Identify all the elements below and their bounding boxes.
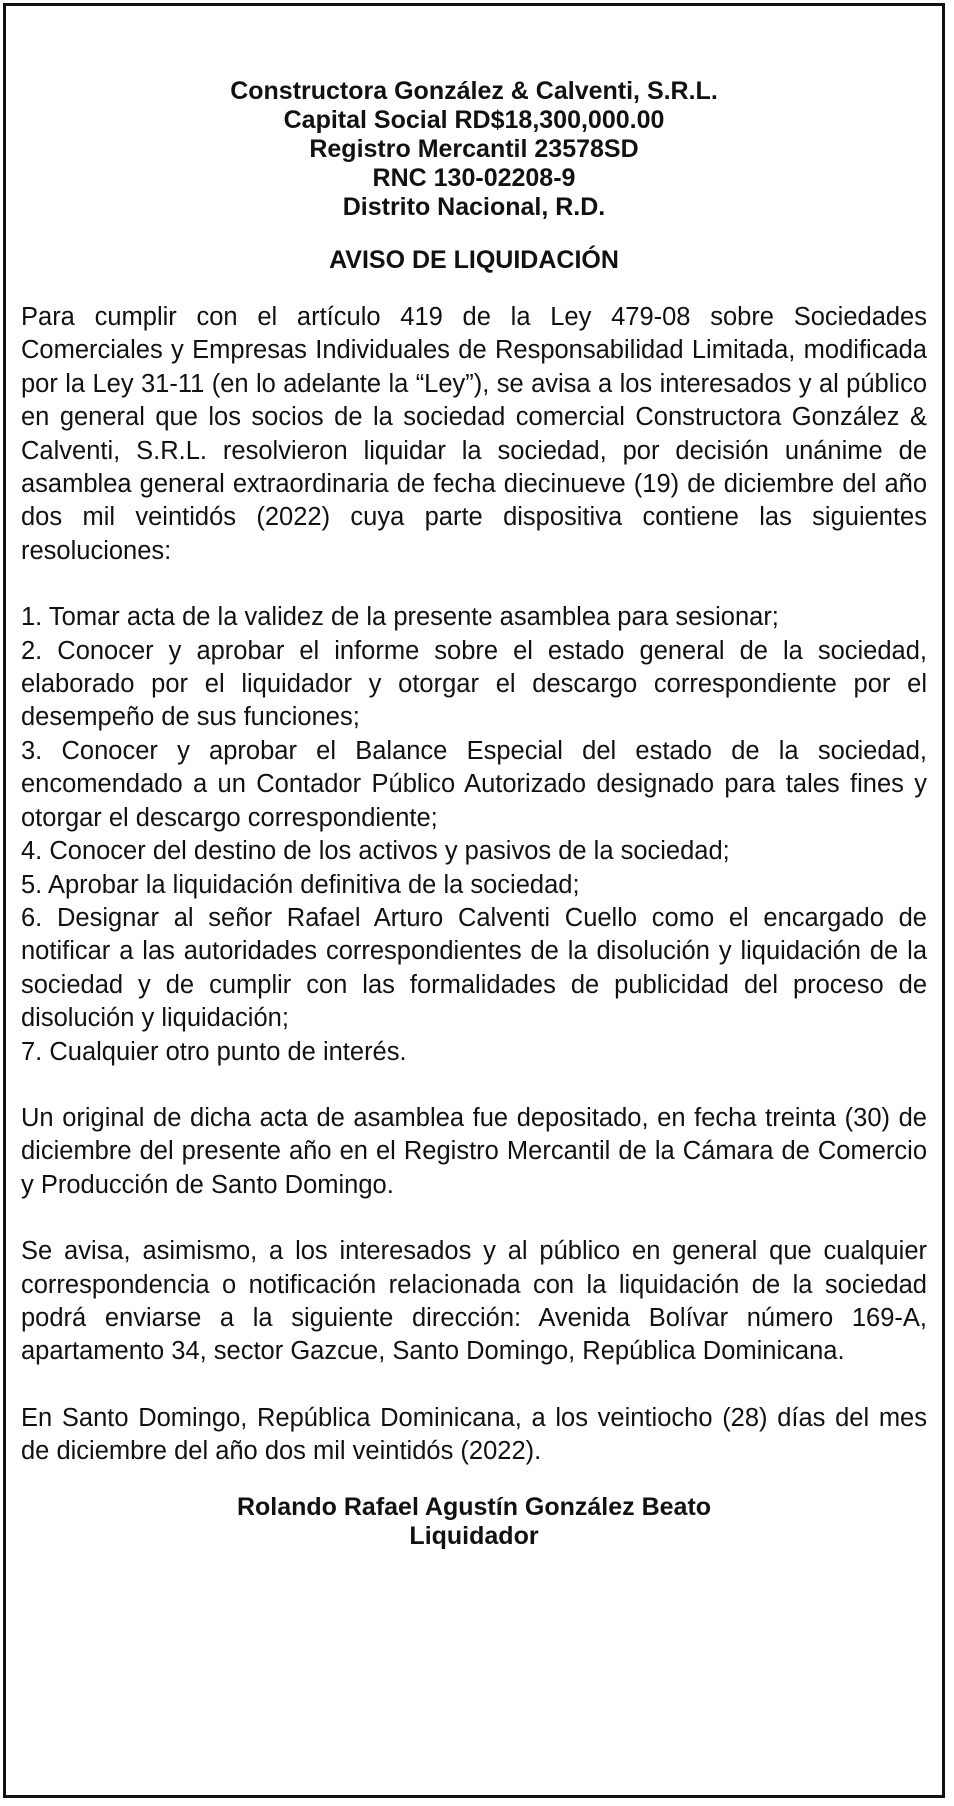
resolutions-list xyxy=(21,601,927,1069)
district: Distrito Nacional, R.D. xyxy=(342,193,606,221)
company-name: Constructora González & Calventi, S.R.L. xyxy=(230,77,718,105)
mercantile-registry: Registro Mercantil 23578SD xyxy=(309,135,639,163)
resolution-item: 5. Aprobar la liquidación definitiva de la sociedad; xyxy=(21,870,580,899)
resolution-item: 7. Cualquier otro punto de interés. xyxy=(21,1037,407,1066)
resolution-item: 1. Tomar acta de la validez de la presente asamblea para sesionar; xyxy=(21,603,779,632)
intro-paragraph: Para cumplir con el artículo 419 de la Ley 479-08 sobre Sociedades Comerciales y Empresas Individuales de Responsabilidad Limitada, modificada por la Ley 31-11 (en lo adelante la “Ley”), se avisa a los interesados y al público en general que los socios de la sociedad comercial Constructora González & Calventi, S.R.L. resolvieron liquidar la sociedad, por decisión unánime de asamblea general extraordinaria de fecha diecinueve (19) de diciembre del año dos mil veintidós (2022) cuya parte dispositiva contiene las siguientes resoluciones: xyxy=(21,303,927,565)
signature-block xyxy=(21,1493,927,1551)
resolution-item: 4. Conocer del destino de los activos y pasivos de la sociedad; xyxy=(21,837,730,866)
date-paragraph: En Santo Domingo, República Dominicana, a los veintiocho (28) días del mes de diciembre del año dos mil veintidós (2022). xyxy=(21,1403,927,1466)
signatory-role: Liquidador xyxy=(409,1521,539,1550)
signatory-name: Rolando Rafael Agustín González Beato xyxy=(236,1492,712,1521)
rnc-number: RNC 130-02208-9 xyxy=(372,164,576,192)
company-header xyxy=(21,77,927,222)
resolution-item: 3. Conocer y aprobar el Balance Especial del estado de la sociedad, encomendado a un Contador Público Autorizado designado para tales fines y otorgar el descargo correspondiente; xyxy=(21,736,927,832)
resolution-item: 2. Conocer y aprobar el informe sobre el estado general de la sociedad, elaborado por el liquidador y otorgar el descargo correspondiente por el desempeño de sus funciones; xyxy=(21,636,927,732)
liquidation-notice xyxy=(21,77,927,1551)
notice-title: AVISO DE LIQUIDACIÓN xyxy=(329,246,619,274)
address-paragraph: Se avisa, asimismo, a los interesados y al público en general que cualquier correspondencia o notificación relacionada con la liquidación de la sociedad podrá enviarse a la siguiente dirección: Avenida Bolívar número 169-A, apartamento 34, sector Gazcue, Santo Domingo, República Dominicana. xyxy=(21,1237,927,1366)
capital-social: Capital Social RD$18,300,000.00 xyxy=(283,106,665,134)
deposit-paragraph: Un original de dicha acta de asamblea fue depositado, en fecha treinta (30) de diciembre del presente año en el Registro Mercantil de la Cámara de Comercio y Producción de Santo Domingo. xyxy=(21,1103,927,1199)
resolution-item: 6. Designar al señor Rafael Arturo Calventi Cuello como el encargado de notificar a las autoridades correspondientes de la disolución y liquidación de la sociedad y de cumplir con las formalidades de publicidad del proceso de disolución y liquidación; xyxy=(21,903,927,1033)
